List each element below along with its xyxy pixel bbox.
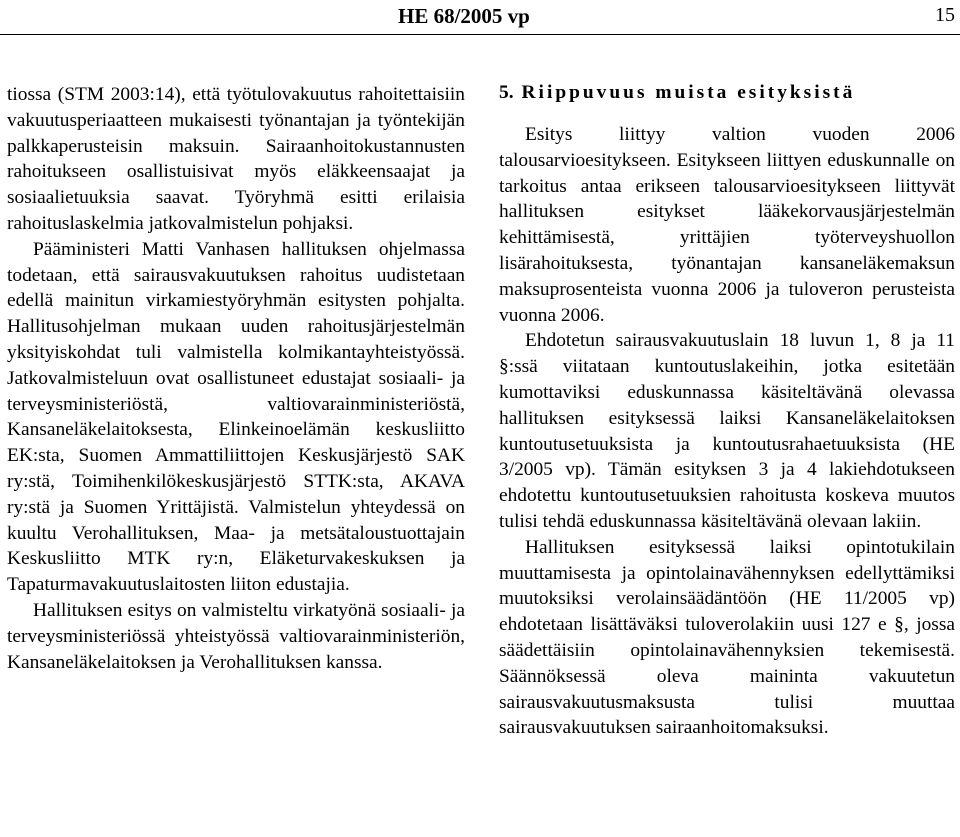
document-id: HE 68/2005 vp (398, 4, 530, 28)
paragraph: Esitys liittyy valtion vuoden 2006 talousarvioesitykseen. Esitykseen liittyen eduskunnalle on tarkoitus antaa erikseen talousarvioesitykseen liittyvät hallituksen esitykset lääkekorvausjärjestelmän kehittämisestä, yrittäjien työterveyshuollon lisärahoituksesta, työnantajan kansaneläkemaksun maksuprosenteista vuonna 2006 ja tuloveron perusteista vuonna 2006. (499, 124, 955, 326)
right-column (499, 80, 955, 741)
paragraph-continued: tiossa (STM 2003:14), että työtulovakuutus rahoitettaisiin vakuutusperiaatteen mukaisesti työnantajan ja työntekijän palkkaperusteisin maksuin. Sairaanhoitokustannusten rahoitukseen osallistuisivat myös eläkkeensaajat ja sosiaalietuuksia saavat. Työryhmä esitti erilaisia rahoituslaskelmia jatkovalmistelun pohjaksi. (7, 84, 465, 234)
paragraph: Pääministeri Matti Vanhasen hallituksen ohjelmassa todetaan, että sairausvakuutuksen rahoitus uudistetaan edellä mainitun virkamiestyöryhmän esitysten pohjalta. Hallitusohjelman mukaan uuden rahoitusjärjestelmän yksityiskohdat tuli valmistella kolmikantayhteistyössä. Jatkovalmisteluun ovat osallistuneet edustajat sosiaali- ja terveysministeriöstä, valtiovarainministeriöstä, Kansaneläkelaitoksesta, Elinkeinoelämän keskusliitto EK:sta, Suomen Ammattiliittojen Keskusjärjestö SAK ry:stä, Toimihenkilökeskusjärjestö STTK:sta, AKAVA ry:stä ja Suomen Yrittäjistä. Valmistelun yhteydessä on kuultu Verohallituksen, Maa- ja metsätaloustuottajain Keskusliitto MTK ry:n, Eläketurvakeskuksen ja Tapaturmavakuutuslaitosten liiton edustajia. (7, 238, 465, 596)
section-title: Riippuvuus muista esityksistä (521, 82, 856, 103)
paragraph: Hallituksen esityksessä laiksi opintotukilain muuttamisesta ja opintolainavähennyksen edellyttämiksi muutoksiksi verolainsäädäntöön (HE 11/2005 vp) ehdotetaan lisättäväksi tuloverolakiin uusi 127 e §, jossa säädettäisiin opintolainavähennyksien tekemisestä. Säännöksessä oleva maininta vakuutetun sairausvakuutusmaksusta tulisi muuttaa sairausvakuutuksen sairaanhoitomaksuksi. (499, 536, 955, 739)
header-rule (0, 34, 960, 35)
paragraph: Ehdotetun sairausvakuutuslain 18 luvun 1, 8 ja 11 §:ssä viitataan kuntoutuslakeihin, jotka esitetään kumottaviksi eduskunnassa käsiteltävänä olevassa hallituksen esityksessä laiksi Kansaneläkelaitoksen kuntoutusetuuksista ja kuntoutusrahaetuuksista (HE 3/2005 vp). Tämän esityksen 3 ja 4 lakiehdotukseen ehdotettu kuntoutusetuuksien rahoitusta koskeva muutos tulisi tehdä eduskunnassa käsiteltävänä olevaan lakiin. (499, 330, 955, 532)
paragraph: Hallituksen esitys on valmisteltu virkatyönä sosiaali- ja terveysministeriössä yhteistyössä valtiovarainministeriön, Kansaneläkelaitoksen ja Verohallituksen kanssa. (7, 599, 465, 673)
section-heading (499, 80, 955, 106)
left-column (7, 82, 465, 675)
section-number: 5. (499, 82, 514, 103)
page-header (0, 0, 960, 40)
page-number: 15 (935, 4, 955, 26)
